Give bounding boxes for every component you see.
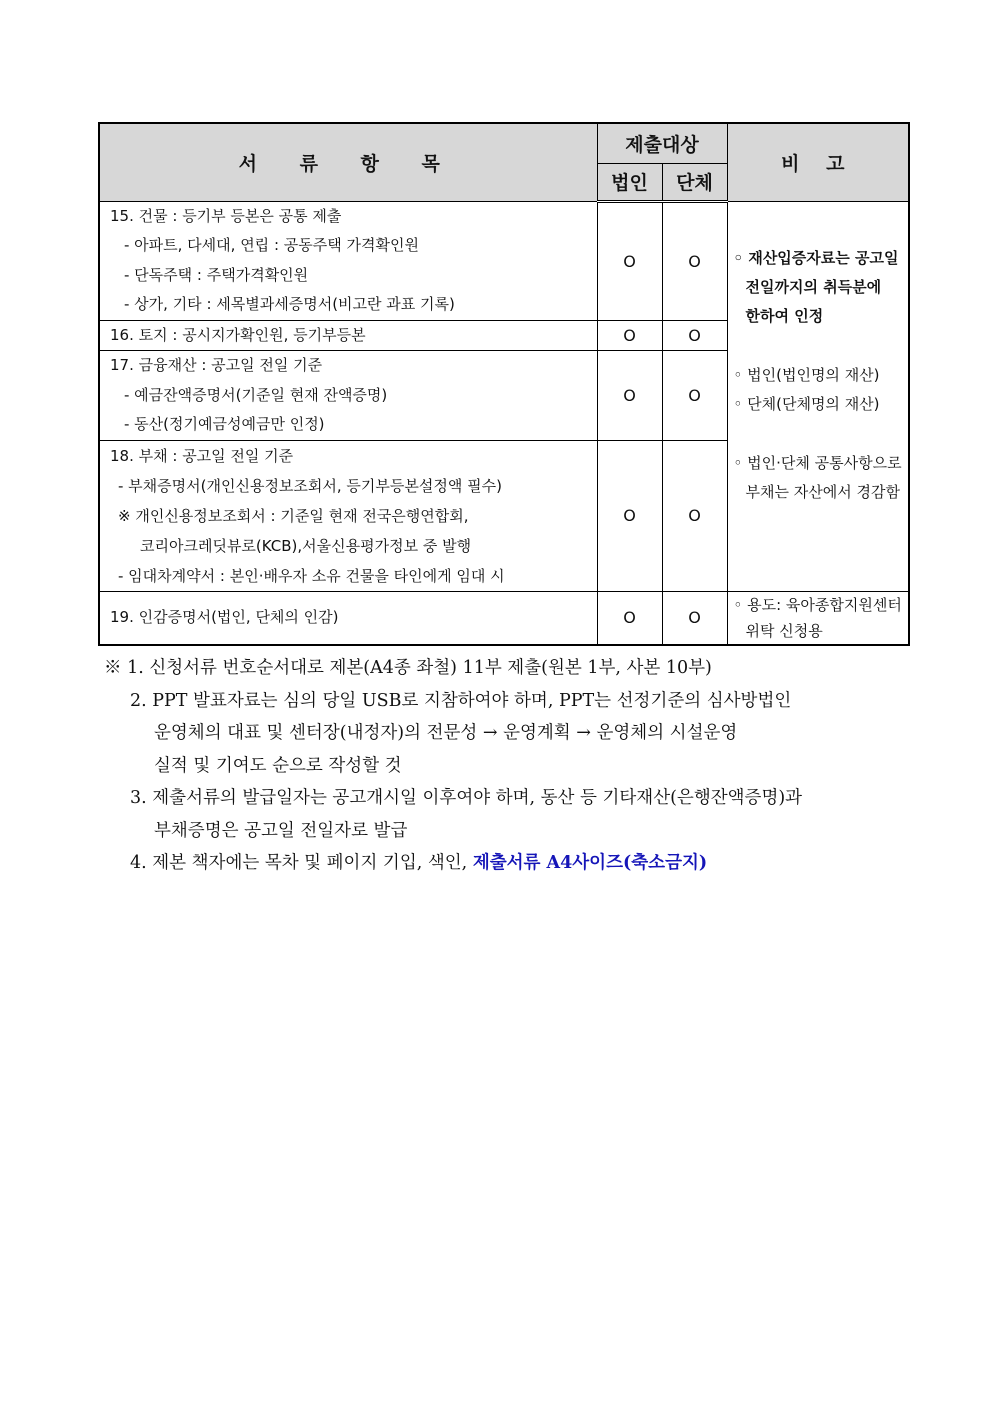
remark-line-8: ◦ 법인·단체 공통사항으로 [733, 453, 902, 472]
remark-line-2: 전일까지의 취득분에 [745, 277, 882, 296]
row-19-corp-mark: O [597, 591, 662, 645]
row-15-org-mark: O [662, 201, 727, 320]
header-submission-target: 제출대상 [597, 123, 727, 163]
row-17-line-3: - 동산(정기예금성예금만 인정) [124, 415, 325, 433]
row-16-org-mark: O [662, 320, 727, 351]
row-17-line-1: 17. 금융재산 : 공고일 전일 기준 [110, 356, 323, 374]
row-15-line-2: - 아파트, 다세대, 연립 : 공동주택 가격확인원 [124, 236, 419, 254]
remark-line-9: 부채는 자산에서 경감함 [745, 482, 900, 501]
row-15-line-1: 15. 건물 : 등기부 등본은 공통 제출 [110, 206, 342, 225]
table-row [99, 201, 909, 320]
note-4-text: 4. 제본 책자에는 목차 및 페이지 기입, 색인, [130, 853, 473, 873]
row-18-line-5: - 임대차계약서 : 본인·배우자 소유 건물을 타인에게 임대 시 [118, 566, 505, 585]
row-17-org-mark: O [662, 351, 727, 441]
row-18-item [99, 440, 597, 591]
note-1: ※ 1. 신청서류 번호순서대로 제본(A4종 좌철) 11부 제출(원본 1부, 사본 10부) [104, 658, 712, 678]
row-15-line-4: - 상가, 기타 : 세목별과세증명서(비고란 과표 기록) [124, 295, 455, 313]
remark-line-5: ◦ 법인(법인명의 재산) [733, 365, 880, 384]
row-18-line-3: ※ 개인신용정보조회서 : 기준일 현재 전국은행연합회, [118, 506, 469, 525]
remark-line-6: ◦ 단체(단체명의 재산) [733, 394, 880, 413]
remark-line-1: ◦ 재산입증자료는 공고일 [733, 248, 899, 267]
row-18-org-mark: O [662, 440, 727, 591]
header-remarks: 비 고 [727, 123, 909, 201]
submission-notes [104, 652, 904, 880]
row-15-item [99, 201, 597, 320]
row-19-org-mark: O [662, 591, 727, 645]
row-17-item [99, 351, 597, 441]
document-requirements-table [98, 122, 910, 646]
header-corporation: 법인 [597, 163, 662, 201]
note-2-line-1: 2. PPT 발표자료는 심의 당일 USB로 지참하여야 하며, PPT는 선정기준의 심사방법인 [130, 690, 792, 711]
table-row [99, 591, 909, 645]
note-3-line-1: 3. 제출서류의 발급일자는 공고개시일 이후여야 하며, 동산 등 기타재산(은행잔액증명)과 [130, 788, 803, 808]
row-18-line-1: 18. 부채 : 공고일 전일 기준 [110, 446, 294, 465]
note-2-line-2: 운영체의 대표 및 센터장(내정자)의 전문성 → 운영계획 → 운영체의 시설운영 [154, 723, 738, 743]
remark-line-3: 한하여 인정 [745, 306, 824, 325]
row-15-line-3: - 단독주택 : 주택가격확인원 [124, 265, 309, 284]
remark-usage-line-1: ◦ 용도: 육아종합지원센터 [733, 595, 902, 614]
remarks-cell [727, 201, 909, 591]
header-organization: 단체 [662, 163, 727, 201]
row-15-corp-mark: O [597, 201, 662, 320]
row-18-line-2: - 부채증명서(개인신용정보조회서, 등기부등본설정액 필수) [118, 476, 502, 495]
note-3-line-2: 부채증명은 공고일 전일자로 발급 [154, 820, 408, 841]
row-19-line-1: 19. 인감증명서(법인, 단체의 인감) [110, 607, 339, 626]
remark-usage-line-2: 위탁 신청용 [745, 621, 823, 640]
row-16-corp-mark: O [597, 320, 662, 351]
row-18-corp-mark: O [597, 440, 662, 591]
remarks-usage-cell [727, 591, 909, 645]
note-2-line-3: 실적 및 기여도 순으로 작성할 것 [154, 755, 402, 776]
row-16-line-1: 16. 토지 : 공시지가확인원, 등기부등본 [110, 325, 366, 344]
header-document-items: 서 류 항 목 [99, 123, 597, 201]
row-17-corp-mark: O [597, 351, 662, 441]
note-4 [104, 847, 904, 880]
row-17-line-2: - 예금잔액증명서(기준일 현재 잔액증명) [124, 385, 388, 404]
note-4-emphasis: 제출서류 A4사이즈(축소금지) [472, 853, 708, 873]
row-18-line-4: 코리아크레딧뷰로(KCB),서울신용평가정보 중 발행 [140, 536, 472, 555]
row-19-item [99, 591, 597, 645]
row-16-item [99, 320, 597, 351]
